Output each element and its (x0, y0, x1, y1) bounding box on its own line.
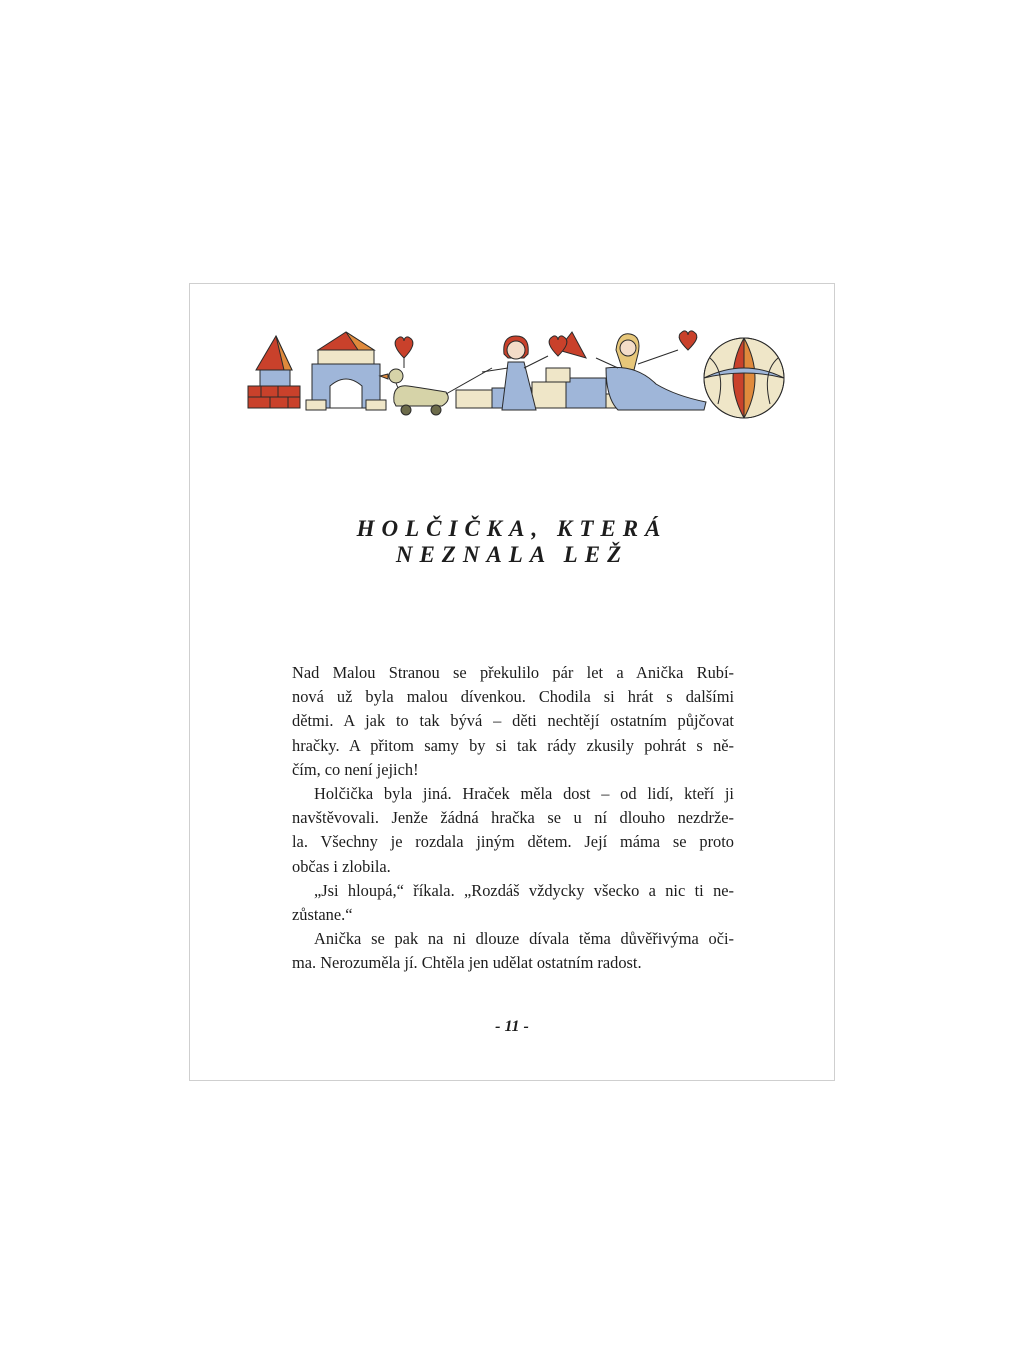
chapter-body (292, 661, 734, 975)
page-number: - 11 - (495, 1018, 529, 1035)
tower-block (256, 336, 292, 386)
text-line: ma. Nerozuměla jí. Chtěla jen udělat ostatním radost. (292, 953, 642, 973)
heart-icon (679, 331, 697, 350)
text-line: zůstane.“ (292, 904, 353, 924)
text-line: navštěvovali. Jenže žádná hračka se u ní dlouho nezdrže- (292, 808, 734, 828)
chapter-title-line: NEZNALA LEŽ (395, 542, 629, 567)
text-line: hračky. A přitom samy by si tak rády zkusily pohrát s ně- (292, 735, 734, 755)
text-line: čím, co není jejich! (292, 759, 419, 779)
text-line: Nad Malou Stranou se překulilo pár let a Anička Rubí- (292, 663, 734, 682)
chapter-title (190, 516, 834, 568)
text-line: nová už byla malou dívenkou. Chodila si hrát s dalšími (292, 687, 734, 707)
text-line: „Jsi hloupá,“ říkala. „Rozdáš vždycky všecko a nic ti ne- (314, 880, 734, 900)
text-line: dětmi. A jak to tak bývá – děti nechtějí ostatním půjčovat (292, 711, 734, 731)
text-line: Holčička byla jiná. Hraček měla dost – od lidí, kteří ji (314, 783, 734, 803)
text-line: Anička se pak na ni dlouze dívala těma důvěřivýma oči- (314, 929, 734, 949)
text-line: občas i zlobila. (292, 856, 391, 876)
beach-ball (704, 338, 784, 418)
book-page (189, 283, 835, 1081)
text-line: la. Všechny je rozdala jiným dětem. Její máma se proto (292, 832, 734, 852)
brick-wall-left (248, 386, 300, 408)
heart-icon (549, 336, 567, 356)
castle-blocks (306, 332, 386, 410)
chapter-title-line: HOLČIČKA, KTERÁ (356, 516, 668, 541)
toys-illustration (246, 328, 788, 428)
heart-icon (395, 337, 413, 358)
